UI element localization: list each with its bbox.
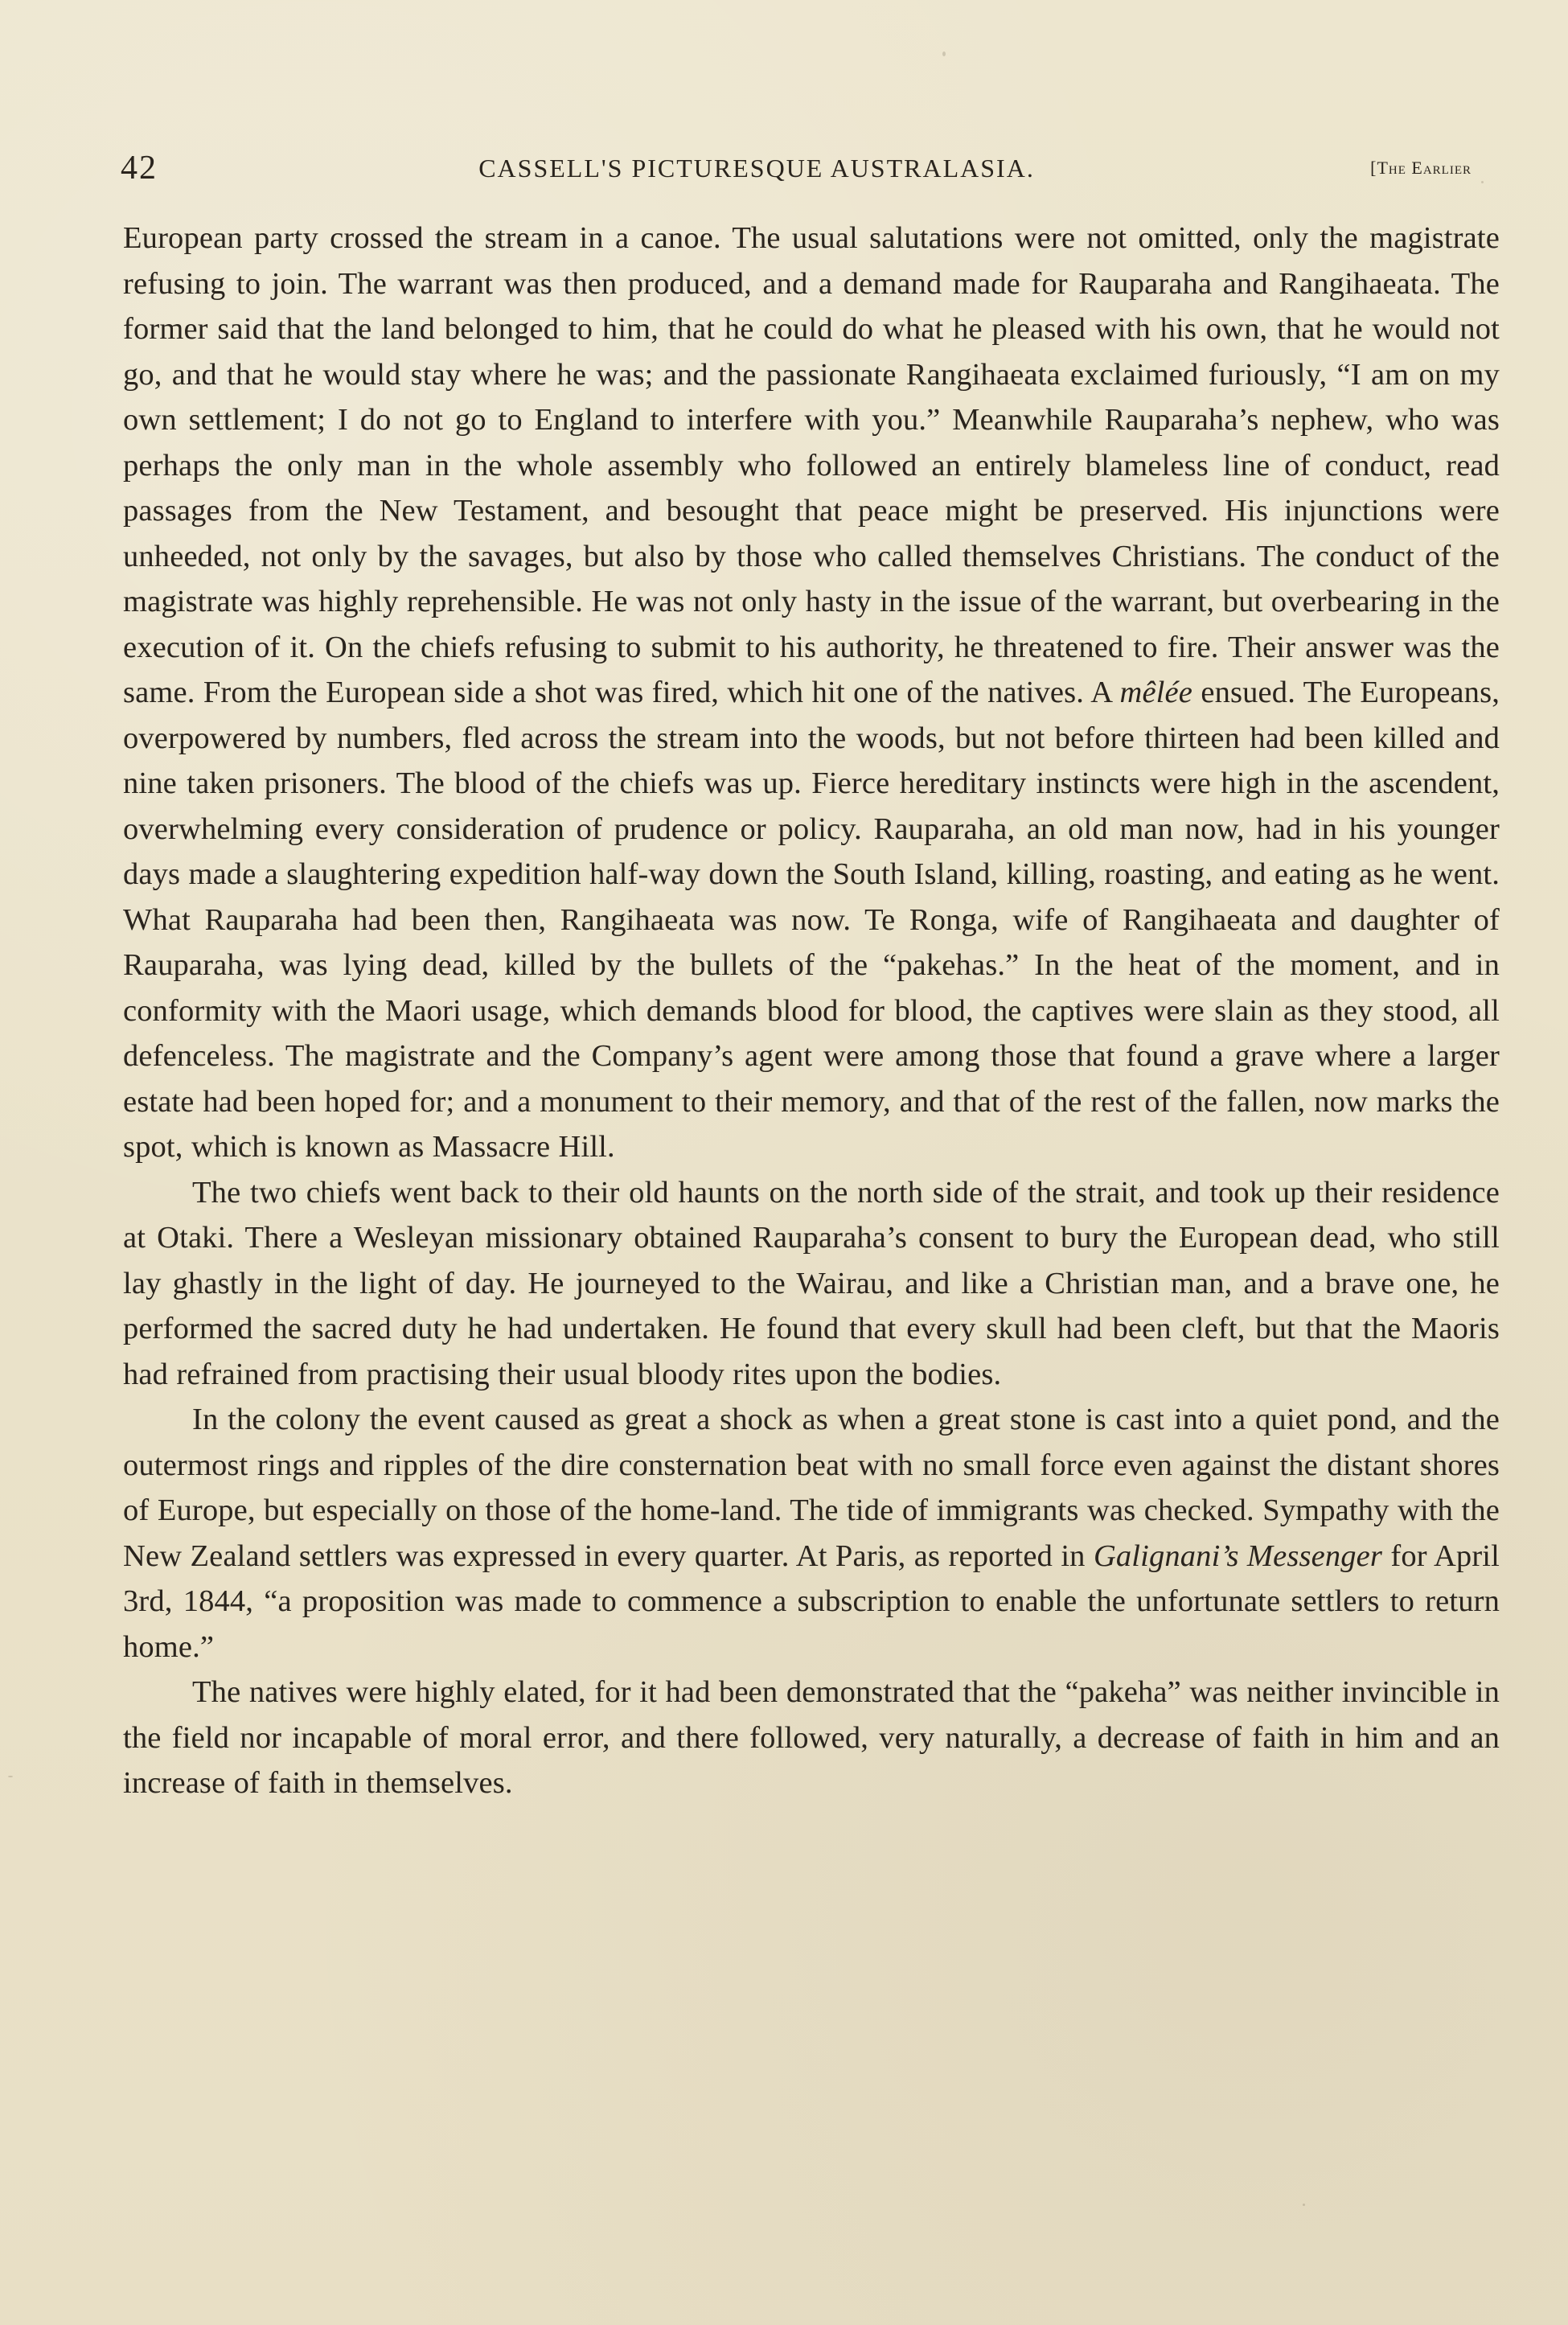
paragraph-3-text-a: In the colony the event caused as great a shock as when a great stone is cast into a quiet pond, and the outermost rings and ripples of the dire consternation beat with no small force even against the distant shores of Europe, but especially on those of the home-land. The tide of immigrants was checked. Sympathy with the New Zealand settlers was expressed in every quarter. At Paris, as reported in: [123, 1403, 1500, 1573]
book-title: CASSELL'S PICTURESQUE AUSTRALASIA.: [478, 153, 1035, 183]
section-header: [The Earlier: [1370, 158, 1472, 178]
running-header: [121, 148, 1472, 188]
paragraph-1: [123, 216, 1500, 1170]
paragraph-3-italic: Galignani’s Messenger: [1093, 1538, 1383, 1573]
paragraph-3: [123, 1397, 1500, 1670]
paper-speck: [1303, 2204, 1305, 2206]
paper-speck: [942, 51, 946, 56]
paper-speck: [1481, 181, 1484, 183]
page-number: 42: [121, 150, 158, 187]
paragraph-1-text-b: ensued. The Europeans, overpowered by numbers, fled across the stream into the woods, but not before thirteen had been killed and nine taken prisoners. The blood of the chiefs was up. Fierce hereditary instincts were high in the ascendent, overwhelming every consideration of prudence or policy. Rauparaha, an old man now, had in his younger days made a slaughtering expedition half-way down the South Island, killing, roasting, and eating as he went. What Rauparaha had been then, Rangihaeata was now. Te Ronga, wife of Rangihaeata and daughter of Rauparaha, was lying dead, killed by the bullets of the “pakehas.” In the heat of the moment, and in conformity with the Maori usage, which demands blood for blood, the captives were slain as they stood, all defenceless. The magistrate and the Company’s agent were among those that found a grave where a larger estate had been hoped for; and a monument to their memory, and that of the rest of the fallen, now marks the spot, which is known as Massacre Hill.: [123, 676, 1500, 1164]
paragraph-4: The natives were highly elated, for it had been demonstrated that the “pakeha” was neither invincible in the field nor incapable of moral error, and there followed, very naturally, a decrease of faith in him and an increase of faith in themselves.: [123, 1675, 1500, 1800]
paper-speck: [8, 1776, 13, 1777]
paragraph-1-text-a: European party crossed the stream in a canoe. The usual salutations were not omitted, only the magistrate refusing to join. The warrant was then produced, and a demand made for Rauparaha and Rangihaeata. The former said that the land belonged to him, that he could do what he pleased with his own, that he would not go, and that he would stay where he was; and the passionate Rangihaeata exclaimed furiously, “I am on my own settlement; I do not go to England to interfere with you.” Meanwhile Rauparaha’s nephew, who was perhaps the only man in the whole assembly who followed an entirely blameless line of conduct, read passages from the New Testament, and besought that peace might be preserved. His injunctions were unheeded, not only by the savages, but also by those who called themselves Christians. The conduct of the magistrate was highly reprehensible. He was not only hasty in the issue of the warrant, but overbearing in the execution of it. On the chiefs refusing to submit to his authority, he threatened to fire. Their answer was the same. From the European side a shot was fired, which hit one of the natives. A: [123, 221, 1500, 709]
paragraph-1-italic: mêlée: [1119, 676, 1192, 709]
body-text: [123, 216, 1500, 1806]
paragraph-2: The two chiefs went back to their old haunts on the north side of the strait, and took up their residence at Otaki. There a Wesleyan missionary obtained Rauparaha’s consent to bury the European dead, who still lay ghastly in the light of day. He journeyed to the Wairau, and like a Christian man, and a brave one, he performed the sacred duty he had undertaken. He found that every skull had been cleft, but that the Maoris had refrained from practising their usual bloody rites upon the bodies.: [123, 1175, 1500, 1391]
paragraph-3-text-b: for April 3rd, 1844, “a proposition was made to commence a subscription to enable the unfortunate settlers to return home.”: [123, 1538, 1500, 1664]
